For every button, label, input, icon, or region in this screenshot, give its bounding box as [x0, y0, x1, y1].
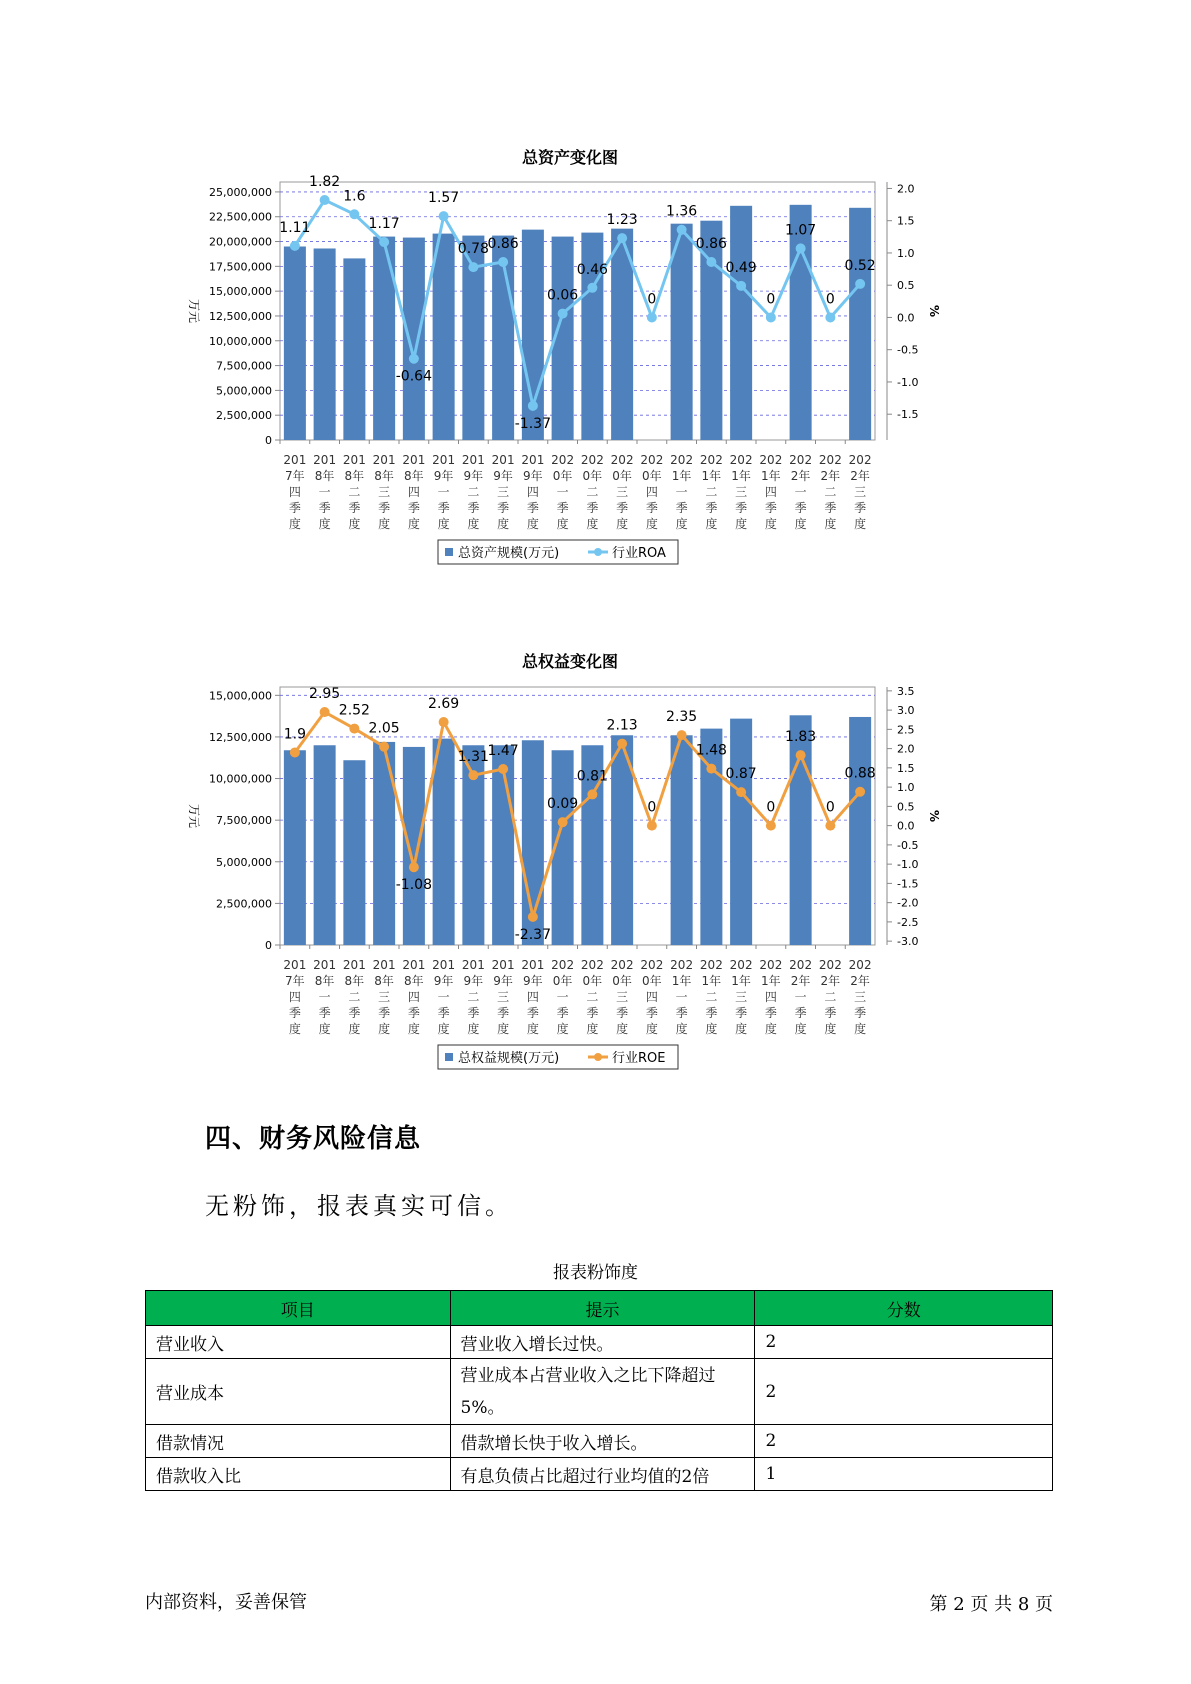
column-header-item: 项目 — [146, 1291, 451, 1326]
bar — [343, 258, 365, 440]
series-point — [439, 717, 449, 727]
chart-title: 总权益变化图 — [521, 652, 618, 671]
x-tick-label: 201 9年二季度 — [461, 958, 485, 1036]
cell-item: 借款收入比 — [146, 1458, 451, 1491]
cell-score: 1 — [755, 1458, 1053, 1491]
series-point — [855, 787, 865, 797]
bar — [849, 208, 871, 440]
x-tick-label: 201 9年四季度 — [521, 453, 545, 531]
data-label: 0.78 — [457, 241, 489, 258]
series-point — [587, 789, 597, 799]
y2-tick-label: 2.0 — [897, 182, 915, 196]
bar — [403, 238, 425, 440]
column-header-hint: 提示 — [450, 1291, 755, 1326]
bar — [849, 717, 871, 945]
series-point — [468, 770, 478, 780]
series-point — [290, 747, 300, 757]
y-tick-label: 5,000,000 — [216, 855, 272, 869]
series-point — [677, 730, 687, 740]
y2-tick-label: 2.0 — [897, 742, 915, 756]
data-label: 0 — [825, 799, 835, 816]
series-point — [290, 241, 300, 251]
table-row — [146, 1458, 1053, 1491]
data-label: 0.81 — [576, 768, 608, 785]
y-tick-label: 17,500,000 — [209, 260, 272, 274]
data-label: 0 — [647, 799, 657, 816]
bar — [671, 735, 693, 945]
summary-text: 无粉饰，报表真实可信。 — [205, 1192, 513, 1220]
series-point — [706, 764, 716, 774]
cell-hint: 借款增长快于收入增长。 — [450, 1425, 755, 1458]
series-point — [409, 354, 419, 364]
x-tick-label: 202 0年一季度 — [551, 958, 575, 1036]
series-point — [439, 211, 449, 221]
y2-tick-label: -3.0 — [897, 935, 919, 949]
data-label: 1.48 — [695, 742, 727, 759]
data-label: 1.17 — [368, 215, 400, 232]
y2-tick-label: 1.5 — [897, 761, 915, 775]
legend-line-label: 行业ROA — [612, 546, 666, 561]
cell-hint: 营业成本占营业收入之比下降超过5%。 — [450, 1359, 755, 1425]
data-label: 2.35 — [666, 709, 698, 726]
data-label: -1.08 — [395, 877, 432, 894]
y-tick-label: 25,000,000 — [209, 185, 272, 199]
cell-score: 2 — [755, 1425, 1053, 1458]
data-label: -2.37 — [514, 926, 551, 943]
x-tick-label: 201 8年三季度 — [372, 453, 396, 531]
data-label: 1.57 — [428, 190, 460, 207]
series-point — [706, 257, 716, 267]
legend-line-label: 行业ROE — [612, 1051, 666, 1066]
y-tick-label: 7,500,000 — [216, 814, 272, 828]
legend-line-marker — [594, 1053, 602, 1061]
series-point — [855, 279, 865, 289]
cell-item: 借款情况 — [146, 1425, 451, 1458]
y2-tick-label: 0.5 — [897, 279, 915, 293]
x-tick-label: 201 8年一季度 — [313, 453, 337, 531]
y-tick-label: 12,500,000 — [209, 730, 272, 744]
legend-bar-swatch — [445, 548, 453, 556]
series-point — [617, 233, 627, 243]
y-tick-label: 20,000,000 — [209, 235, 272, 249]
y-tick-label: 2,500,000 — [216, 409, 272, 423]
series-point — [796, 750, 806, 760]
section-heading: 四、财务风险信息 — [205, 1124, 422, 1154]
x-tick-label: 201 9年一季度 — [432, 958, 456, 1036]
bar — [433, 234, 455, 440]
y2-tick-label: -2.5 — [897, 915, 919, 929]
x-tick-label: 201 8年三季度 — [372, 958, 396, 1036]
series-point — [647, 821, 657, 831]
x-tick-label: 202 0年三季度 — [610, 958, 634, 1036]
chart-title: 总资产变化图 — [521, 148, 618, 167]
data-label: 2.13 — [606, 717, 638, 734]
x-tick-label: 202 1年二季度 — [699, 958, 723, 1036]
x-tick-label: 202 2年一季度 — [789, 958, 813, 1036]
y-tick-label: 12,500,000 — [209, 309, 272, 323]
x-tick-label: 202 1年四季度 — [759, 958, 783, 1036]
legend-bar-label: 总资产规模(万元) — [458, 546, 560, 561]
data-label: 1.23 — [606, 212, 638, 229]
x-tick-label: 202 0年二季度 — [580, 958, 604, 1036]
footer-page-number: 第 2 页 共 8 页 — [929, 1594, 1053, 1615]
x-tick-label: 202 0年四季度 — [640, 453, 664, 531]
series-point — [409, 862, 419, 872]
legend-bar-label: 总权益规模(万元) — [458, 1051, 560, 1066]
y-tick-label: 10,000,000 — [209, 772, 272, 786]
bar — [343, 760, 365, 945]
x-tick-label: 202 1年四季度 — [759, 453, 783, 531]
data-label: 0.86 — [487, 235, 519, 252]
y2-tick-label: 2.5 — [897, 723, 915, 737]
x-tick-label: 201 9年一季度 — [432, 453, 456, 531]
data-label: 0.46 — [576, 261, 608, 278]
series-point — [736, 281, 746, 291]
x-tick-label: 201 8年二季度 — [342, 453, 366, 531]
y-tick-label: 15,000,000 — [209, 689, 272, 703]
y2-tick-label: -0.5 — [897, 838, 919, 852]
data-label: 1.83 — [785, 729, 817, 746]
series-point — [468, 262, 478, 272]
x-tick-label: 201 8年四季度 — [402, 453, 426, 531]
y2-tick-label: 0.5 — [897, 800, 915, 814]
data-label: 2.95 — [309, 686, 341, 703]
x-tick-label: 202 2年三季度 — [848, 958, 872, 1036]
y2-tick-label: -1.0 — [897, 375, 919, 389]
cell-item: 营业收入 — [146, 1326, 451, 1359]
x-tick-label: 202 2年二季度 — [818, 958, 842, 1036]
y2-tick-label: 3.0 — [897, 704, 915, 718]
y2-tick-label: -1.0 — [897, 858, 919, 872]
cell-hint: 有息负债占比超过行业均值的2倍 — [450, 1458, 755, 1491]
y2-tick-label: 3.5 — [897, 684, 915, 698]
data-label: 2.52 — [338, 702, 370, 719]
risk-table — [145, 1290, 1053, 1491]
series-point — [766, 821, 776, 831]
total-assets-chart — [170, 140, 970, 600]
series-point — [587, 283, 597, 293]
data-label: 2.05 — [368, 720, 400, 737]
table-row — [146, 1326, 1053, 1359]
series-point — [498, 257, 508, 267]
series-point — [558, 309, 568, 319]
series-point — [349, 724, 359, 734]
x-tick-label: 202 1年三季度 — [729, 958, 753, 1036]
series-point — [766, 312, 776, 322]
y2-tick-label: 1.0 — [897, 246, 915, 260]
data-label: 1.6 — [343, 188, 366, 205]
y-tick-label: 0 — [265, 939, 272, 952]
series-point — [498, 764, 508, 774]
series-point — [825, 312, 835, 322]
x-tick-label: 201 9年四季度 — [521, 958, 545, 1036]
x-tick-label: 201 7年四季度 — [283, 958, 307, 1036]
y-tick-label: 2,500,000 — [216, 897, 272, 911]
x-tick-label: 202 0年三季度 — [610, 453, 634, 531]
x-tick-label: 202 1年三季度 — [729, 453, 753, 531]
data-label: 1.82 — [309, 174, 341, 191]
x-tick-label: 202 1年一季度 — [670, 958, 694, 1036]
x-tick-label: 202 2年三季度 — [848, 453, 872, 531]
table-header-row — [146, 1291, 1053, 1326]
y2-tick-label: -1.5 — [897, 408, 919, 422]
bar — [314, 248, 336, 440]
y-tick-label: 7,500,000 — [216, 359, 272, 373]
y-tick-label: 22,500,000 — [209, 210, 272, 224]
cell-item: 营业成本 — [146, 1359, 451, 1425]
series-point — [796, 243, 806, 253]
bar — [730, 206, 752, 440]
series-point — [528, 912, 538, 922]
series-point — [379, 237, 389, 247]
total-equity-chart — [170, 645, 970, 1105]
x-tick-label: 201 8年一季度 — [313, 958, 337, 1036]
y2-tick-label: 0.0 — [897, 819, 915, 833]
series-point — [349, 209, 359, 219]
x-tick-label: 202 0年四季度 — [640, 958, 664, 1036]
y-tick-label: 10,000,000 — [209, 334, 272, 348]
series-point — [320, 707, 330, 717]
bar — [790, 205, 812, 440]
bar — [730, 719, 752, 945]
total-equity-chart-svg — [170, 675, 970, 1105]
series-point — [825, 821, 835, 831]
y-tick-label: 5,000,000 — [216, 384, 272, 398]
data-label: 1.07 — [785, 222, 817, 239]
data-label: 0 — [647, 291, 657, 308]
cell-score: 2 — [755, 1359, 1053, 1425]
data-label: 1.31 — [457, 749, 489, 766]
y2-tick-label: 1.0 — [897, 781, 915, 795]
x-tick-label: 201 9年二季度 — [461, 453, 485, 531]
data-label: 0.49 — [725, 259, 757, 276]
x-tick-label: 201 9年三季度 — [491, 958, 515, 1036]
bar — [284, 750, 306, 945]
x-tick-label: 201 8年二季度 — [342, 958, 366, 1036]
series-point — [617, 739, 627, 749]
cell-hint: 营业收入增长过快。 — [450, 1326, 755, 1359]
bar — [314, 745, 336, 945]
data-label: 0.06 — [547, 287, 579, 304]
series-point — [677, 225, 687, 235]
data-label: 1.36 — [666, 203, 698, 220]
series-point — [379, 742, 389, 752]
x-tick-label: 202 1年二季度 — [699, 453, 723, 531]
legend-bar-swatch — [445, 1053, 453, 1061]
data-label: 0 — [766, 799, 776, 816]
y-axis-title: 万元 — [187, 803, 201, 829]
x-tick-label: 202 1年一季度 — [670, 453, 694, 531]
x-tick-label: 202 2年二季度 — [818, 453, 842, 531]
table-row — [146, 1425, 1053, 1458]
series-point — [736, 787, 746, 797]
bar — [403, 747, 425, 945]
data-label: 0 — [825, 291, 835, 308]
series-point — [647, 312, 657, 322]
x-tick-label: 202 0年一季度 — [551, 453, 575, 531]
legend-line-marker — [594, 548, 602, 556]
footer-confidential-note: 内部资料，妥善保管 — [145, 1592, 307, 1613]
data-label: -0.64 — [395, 368, 432, 385]
y2-tick-label: -2.0 — [897, 896, 919, 910]
bar — [790, 715, 812, 945]
series-point — [558, 817, 568, 827]
data-label: 0.88 — [844, 765, 876, 782]
data-label: 0 — [766, 291, 776, 308]
data-label: 1.47 — [487, 743, 519, 760]
data-label: 1.11 — [279, 219, 311, 236]
y2-axis-title: % — [927, 304, 941, 318]
total-assets-chart-svg — [170, 170, 970, 600]
column-header-score: 分数 — [755, 1291, 1053, 1326]
y2-tick-label: -1.5 — [897, 877, 919, 891]
bar — [433, 739, 455, 945]
table-row — [146, 1359, 1053, 1425]
y-axis-title: 万元 — [187, 298, 201, 324]
x-tick-label: 201 9年三季度 — [491, 453, 515, 531]
y-tick-label: 0 — [265, 434, 272, 447]
data-label: 0.86 — [695, 235, 727, 252]
y2-tick-label: 1.5 — [897, 214, 915, 228]
y2-tick-label: -0.5 — [897, 343, 919, 357]
y2-axis-title: % — [927, 809, 941, 823]
data-label: 0.09 — [547, 796, 579, 813]
y2-tick-label: 0.0 — [897, 311, 915, 325]
cell-score: 2 — [755, 1326, 1053, 1359]
series-point — [320, 195, 330, 205]
data-label: 2.69 — [428, 696, 460, 713]
x-tick-label: 201 7年四季度 — [283, 453, 307, 531]
x-tick-label: 201 8年四季度 — [402, 958, 426, 1036]
x-tick-label: 202 2年一季度 — [789, 453, 813, 531]
data-label: -1.37 — [514, 415, 551, 432]
data-label: 0.87 — [725, 766, 757, 783]
table-caption: 报表粉饰度 — [553, 1263, 638, 1283]
x-tick-label: 202 0年二季度 — [580, 453, 604, 531]
y-tick-label: 15,000,000 — [209, 285, 272, 299]
series-point — [528, 401, 538, 411]
data-label: 0.52 — [844, 257, 876, 274]
bar — [284, 247, 306, 441]
data-label: 1.9 — [283, 726, 307, 743]
